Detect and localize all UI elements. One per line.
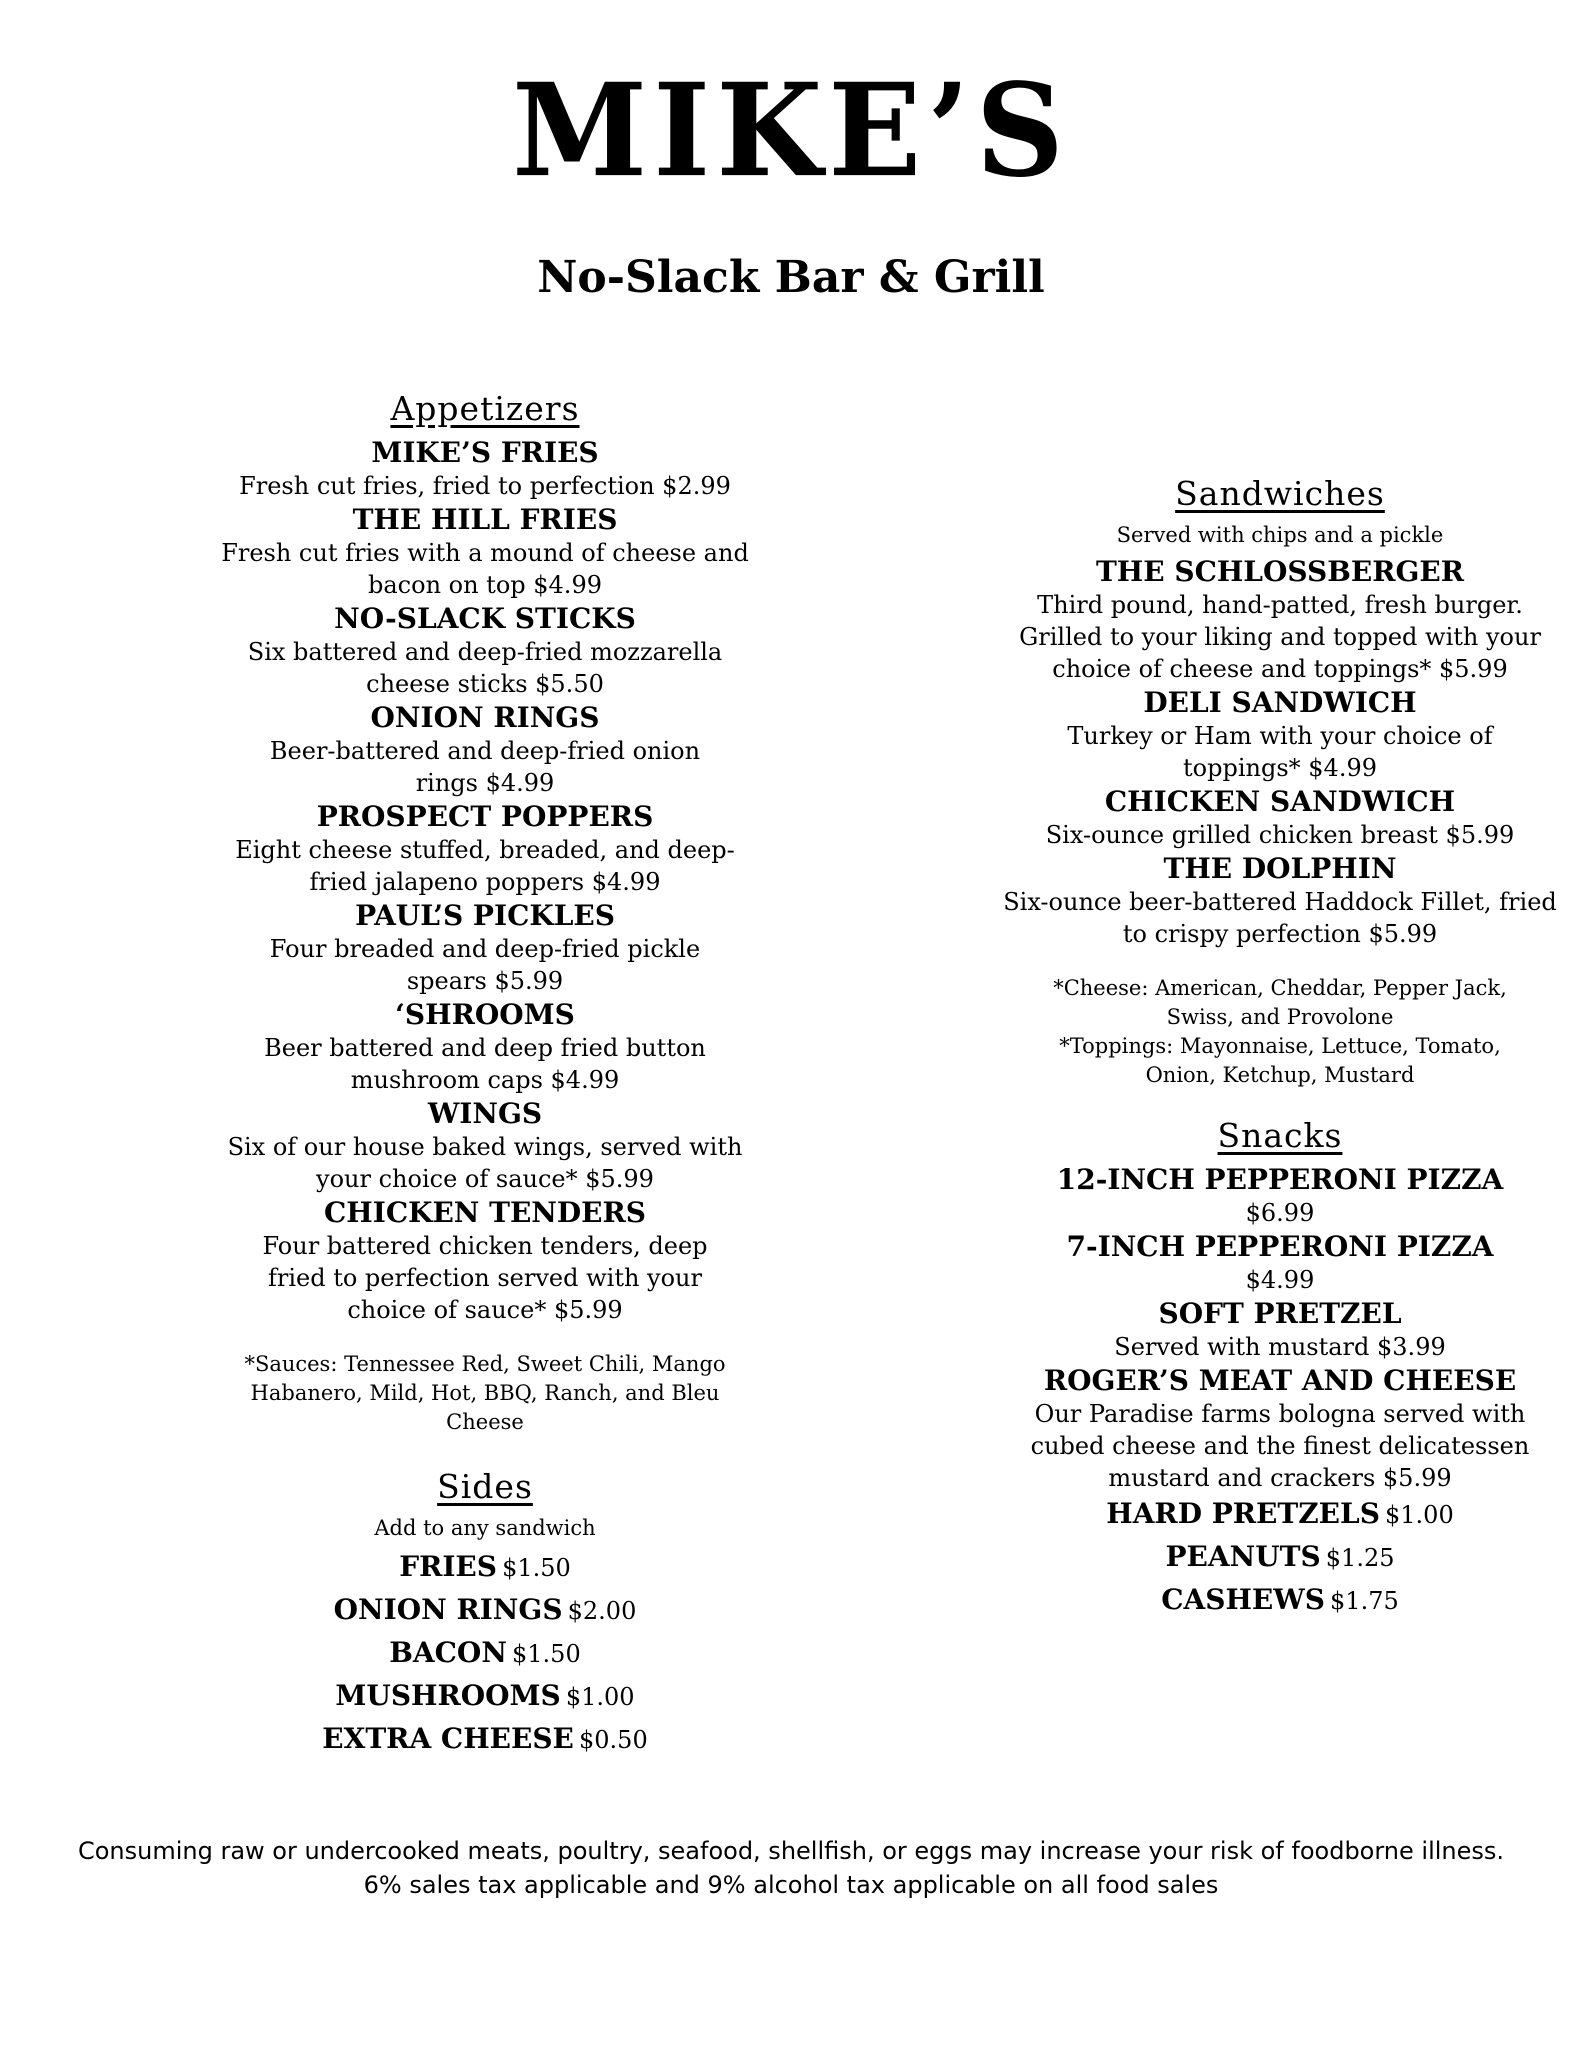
snack-extra-item: [1000, 1537, 1560, 1580]
cheese-toppings-note: [1000, 974, 1560, 1090]
item-description: Fresh cut fries, fried to perfection $2.99: [239, 472, 731, 500]
menu-item: [205, 601, 765, 700]
left-column: [205, 385, 765, 1762]
restaurant-title: MIKE’S: [512, 54, 1070, 206]
side-price: $2.00: [567, 1597, 637, 1625]
sides-subtitle: Add to any sandwich: [374, 1516, 596, 1540]
item-name: NO-SLACK STICKS: [334, 602, 636, 635]
item-description: Six-ounce beer-battered Haddock Fillet, fried to crispy perfection $5.99: [1003, 888, 1557, 948]
item-name: CHICKEN TENDERS: [323, 1196, 647, 1229]
snack-extra-price: $1.25: [1325, 1544, 1395, 1572]
side-item: [205, 1547, 765, 1590]
menu-item: [1000, 1363, 1560, 1494]
restaurant-subtitle: No-Slack Bar & Grill: [537, 252, 1045, 303]
right-column: [1000, 470, 1560, 1623]
snack-extra-name: CASHEWS: [1161, 1583, 1325, 1616]
item-name: 7-INCH PEPPERONI PIZZA: [1066, 1230, 1494, 1263]
menu-item: [205, 502, 765, 601]
side-name: BACON: [389, 1636, 507, 1669]
menu-item: [205, 700, 765, 799]
note-line: Onion, Ketchup, Mustard: [1145, 1063, 1415, 1087]
menu-item: [205, 799, 765, 898]
note-line: *Sauces: Tennessee Red, Sweet Chili, Mango: [244, 1352, 726, 1376]
note-line: Swiss, and Provolone: [1166, 1005, 1394, 1029]
snack-extra-item: [1000, 1580, 1560, 1623]
item-description: Beer-battered and deep-fried onion rings $4.99: [269, 737, 701, 797]
menu-item: [205, 435, 765, 502]
item-name: ROGER’S MEAT AND CHEESE: [1043, 1364, 1517, 1397]
menu-item: [1000, 554, 1560, 685]
menu-header: [0, 54, 1582, 304]
item-description: Fresh cut fries with a mound of cheese and bacon on top $4.99: [221, 539, 749, 599]
item-name: CHICKEN SANDWICH: [1104, 785, 1456, 818]
item-description: Four battered chicken tenders, deep fried to perfection served with your choice of sauce* $5.99: [262, 1232, 708, 1324]
item-name: THE SCHLOSSBERGER: [1095, 555, 1465, 588]
item-description: Six battered and deep-fried mozzarella cheese sticks $5.50: [247, 638, 723, 698]
note-line: Habanero, Mild, Hot, BBQ, Ranch, and Bleu: [250, 1381, 720, 1405]
item-description: Our Paradise farms bologna served with cubed cheese and the finest delicatessen mustard and crackers $5.99: [1030, 1400, 1530, 1492]
item-name: THE DOLPHIN: [1163, 852, 1397, 885]
side-item: [205, 1719, 765, 1762]
side-price: $1.50: [512, 1640, 581, 1668]
side-item: [205, 1590, 765, 1633]
item-description: $6.99: [1245, 1199, 1315, 1227]
item-name: SOFT PRETZEL: [1158, 1297, 1402, 1330]
side-item: [205, 1633, 765, 1676]
item-description: Six of our house baked wings, served with your choice of sauce* $5.99: [227, 1133, 743, 1193]
side-price: $0.50: [579, 1726, 648, 1754]
side-name: EXTRA CHEESE: [322, 1722, 574, 1755]
menu-item: [205, 1195, 765, 1326]
side-item: [205, 1676, 765, 1719]
item-description: Eight cheese stuffed, breaded, and deep-fried jalapeno poppers $4.99: [235, 836, 735, 896]
menu-item: [205, 1096, 765, 1195]
item-description: Third pound, hand-patted, fresh burger. Grilled to your liking and topped with your choice of cheese and toppings* $5.99: [1019, 591, 1541, 683]
item-name: 12-INCH PEPPERONI PIZZA: [1056, 1163, 1504, 1196]
sides-title: Sides: [437, 1467, 533, 1506]
menu-item: [1000, 784, 1560, 851]
snack-extra-name: HARD PRETZELS: [1106, 1497, 1380, 1530]
snack-extra-price: $1.00: [1385, 1501, 1454, 1529]
item-name: ‘SHROOMS: [395, 998, 575, 1031]
item-description: Four breaded and deep-fried pickle spears $5.99: [269, 935, 701, 995]
side-name: ONION RINGS: [333, 1593, 563, 1626]
menu-item: [1000, 685, 1560, 784]
sauces-note: [205, 1350, 765, 1437]
sandwiches-subtitle: Served with chips and a pickle: [1116, 523, 1444, 547]
item-name: ONION RINGS: [370, 701, 600, 734]
menu-item: [205, 997, 765, 1096]
item-name: WINGS: [427, 1097, 543, 1130]
item-description: Served with mustard $3.99: [1114, 1333, 1446, 1361]
item-name: PROSPECT POPPERS: [316, 800, 654, 833]
note-line: *Toppings: Mayonnaise, Lettuce, Tomato,: [1059, 1034, 1501, 1058]
item-name: DELI SANDWICH: [1143, 686, 1417, 719]
item-description: $4.99: [1245, 1266, 1315, 1294]
menu-item: [1000, 1162, 1560, 1229]
menu-item: [205, 898, 765, 997]
note-line: *Cheese: American, Cheddar, Pepper Jack,: [1053, 976, 1507, 1000]
snacks-title: Snacks: [1217, 1116, 1343, 1155]
note-line: Cheese: [446, 1410, 524, 1434]
tax-notice: 6% sales tax applicable and 9% alcohol tax applicable on all food sales: [363, 1871, 1219, 1899]
sandwiches-title: Sandwiches: [1175, 474, 1385, 513]
menu-footer: [0, 1834, 1582, 1902]
item-description: Beer battered and deep fried button mushroom caps $4.99: [264, 1034, 706, 1094]
menu-item: [1000, 1229, 1560, 1296]
snack-extra-name: PEANUTS: [1165, 1540, 1321, 1573]
menu-item: [1000, 1296, 1560, 1363]
item-name: PAUL’S PICKLES: [355, 899, 615, 932]
appetizers-title: Appetizers: [390, 389, 580, 428]
menu-item: [1000, 851, 1560, 950]
snack-extra-item: [1000, 1494, 1560, 1537]
snack-extra-price: $1.75: [1330, 1587, 1399, 1615]
item-description: Six-ounce grilled chicken breast $5.99: [1045, 821, 1515, 849]
item-name: THE HILL FRIES: [352, 503, 618, 536]
side-name: FRIES: [399, 1550, 497, 1583]
health-warning: Consuming raw or undercooked meats, poultry, seafood, shellfish, or eggs may increase your risk of foodborne illness.: [77, 1837, 1505, 1865]
side-name: MUSHROOMS: [335, 1679, 561, 1712]
side-price: $1.00: [565, 1683, 635, 1711]
item-description: Turkey or Ham with your choice of toppings* $4.99: [1067, 722, 1493, 782]
item-name: MIKE’S FRIES: [371, 436, 599, 469]
side-price: $1.50: [502, 1554, 571, 1582]
